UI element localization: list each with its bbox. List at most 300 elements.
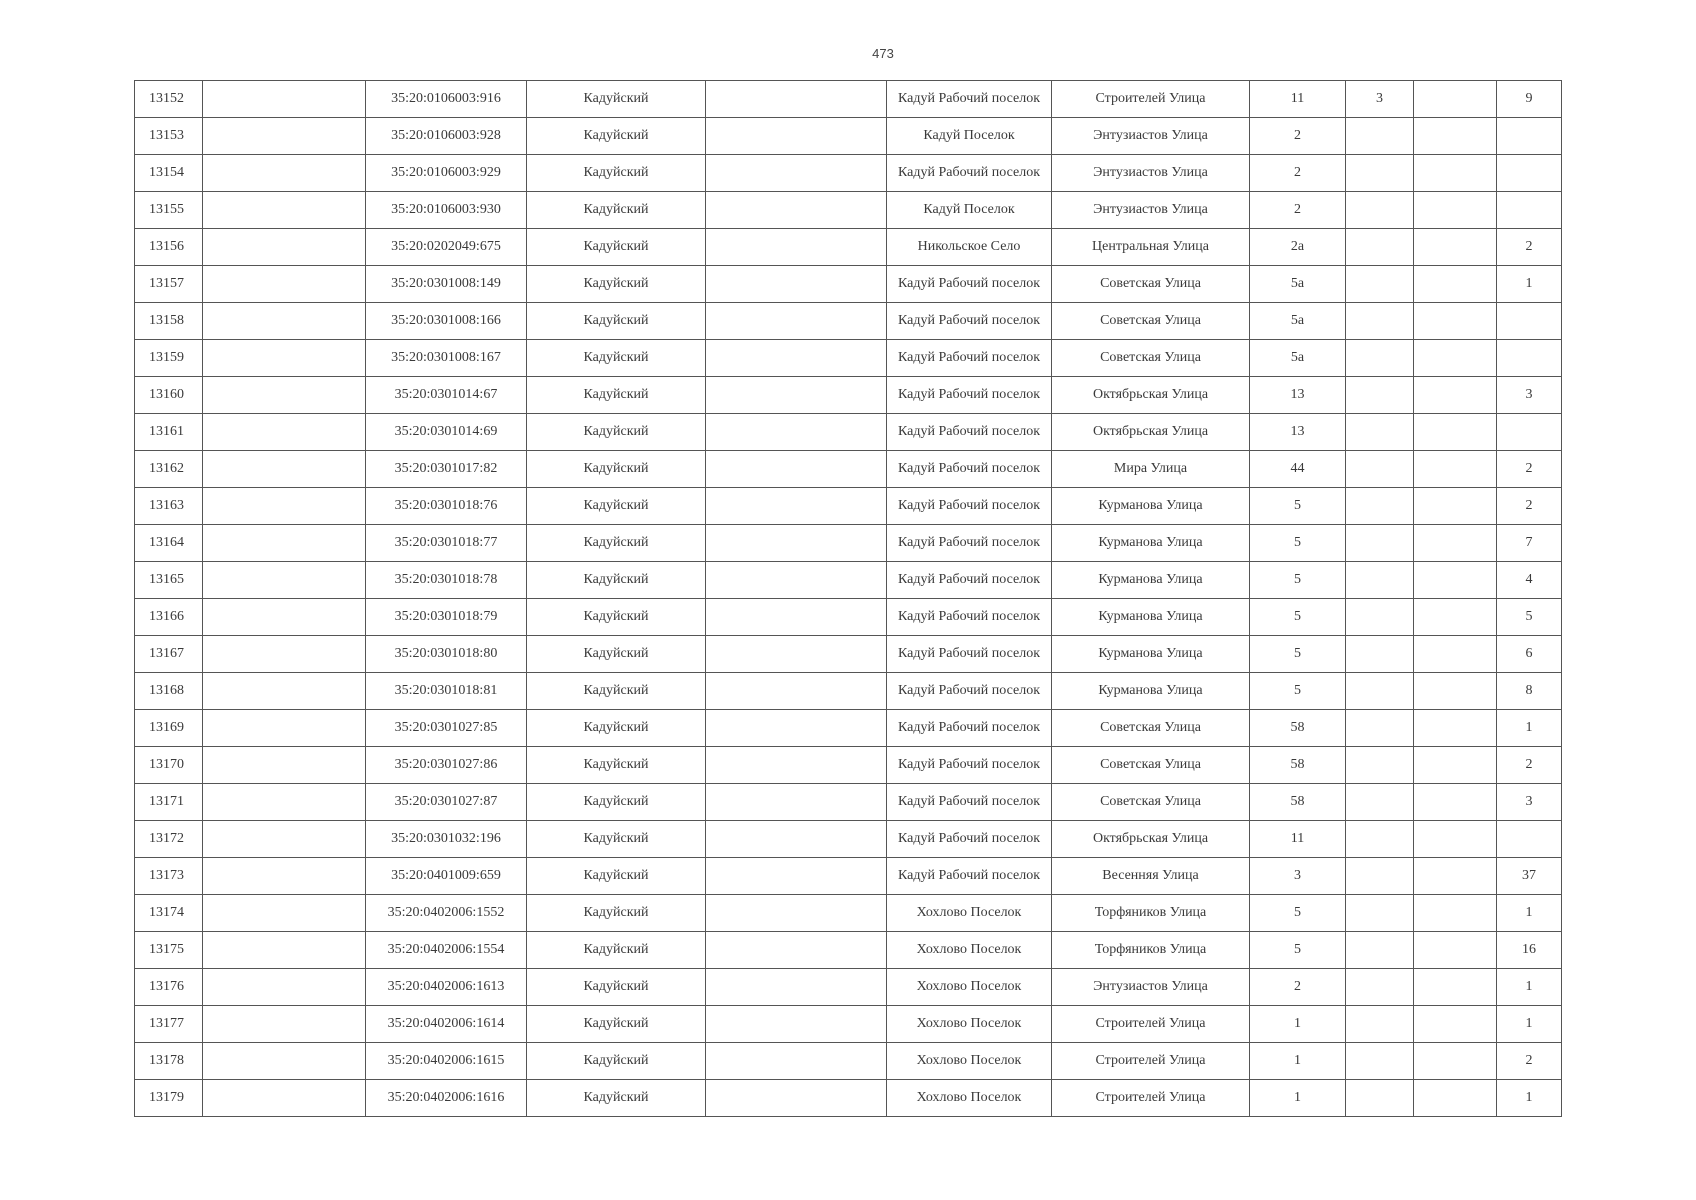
table-body: [135, 81, 1562, 1117]
house-number-cell: 5: [1250, 599, 1346, 636]
locality-cell: Кадуй Рабочий поселок: [887, 525, 1052, 562]
locality-cell: Кадуй Рабочий поселок: [887, 673, 1052, 710]
cadastral-number-cell: 35:20:0402006:1552: [366, 895, 527, 932]
cadastral-number-cell: 35:20:0401009:659: [366, 858, 527, 895]
cadastral-number-cell: 35:20:0106003:929: [366, 155, 527, 192]
blank-cell: [203, 81, 366, 118]
district-cell: Кадуйский: [527, 821, 706, 858]
blank-cell: [203, 932, 366, 969]
locality-cell: Кадуй Поселок: [887, 192, 1052, 229]
table-row: [135, 1080, 1562, 1117]
blank-cell: [1414, 414, 1497, 451]
blank-cell: [203, 599, 366, 636]
house-number-cell: 5: [1250, 673, 1346, 710]
cadastral-number-cell: 35:20:0301014:69: [366, 414, 527, 451]
blank-cell: [1414, 451, 1497, 488]
building-cell: [1346, 1080, 1414, 1117]
row-number-cell: 13155: [135, 192, 203, 229]
apartment-cell: 6: [1497, 636, 1562, 673]
apartment-cell: 9: [1497, 81, 1562, 118]
blank-cell: [706, 377, 887, 414]
locality-cell: Кадуй Рабочий поселок: [887, 821, 1052, 858]
district-cell: Кадуйский: [527, 1043, 706, 1080]
locality-cell: Кадуй Рабочий поселок: [887, 636, 1052, 673]
blank-cell: [706, 821, 887, 858]
building-cell: [1346, 673, 1414, 710]
apartment-cell: 2: [1497, 229, 1562, 266]
street-cell: Курманова Улица: [1052, 599, 1250, 636]
blank-cell: [706, 1006, 887, 1043]
building-cell: [1346, 562, 1414, 599]
table-row: [135, 525, 1562, 562]
building-cell: [1346, 747, 1414, 784]
house-number-cell: 3: [1250, 858, 1346, 895]
blank-cell: [1414, 1006, 1497, 1043]
locality-cell: Кадуй Рабочий поселок: [887, 599, 1052, 636]
house-number-cell: 44: [1250, 451, 1346, 488]
blank-cell: [1414, 562, 1497, 599]
apartment-cell: 16: [1497, 932, 1562, 969]
row-number-cell: 13169: [135, 710, 203, 747]
table-row: [135, 414, 1562, 451]
house-number-cell: 5а: [1250, 340, 1346, 377]
table-row: [135, 81, 1562, 118]
locality-cell: Хохлово Поселок: [887, 969, 1052, 1006]
building-cell: [1346, 710, 1414, 747]
street-cell: Энтузиастов Улица: [1052, 118, 1250, 155]
building-cell: [1346, 895, 1414, 932]
blank-cell: [1414, 969, 1497, 1006]
apartment-cell: 5: [1497, 599, 1562, 636]
house-number-cell: 2: [1250, 192, 1346, 229]
district-cell: Кадуйский: [527, 155, 706, 192]
building-cell: [1346, 451, 1414, 488]
street-cell: Советская Улица: [1052, 303, 1250, 340]
locality-cell: Хохлово Поселок: [887, 1043, 1052, 1080]
blank-cell: [203, 858, 366, 895]
street-cell: Торфяников Улица: [1052, 932, 1250, 969]
street-cell: Энтузиастов Улица: [1052, 192, 1250, 229]
row-number-cell: 13165: [135, 562, 203, 599]
district-cell: Кадуйский: [527, 636, 706, 673]
blank-cell: [706, 747, 887, 784]
blank-cell: [706, 1080, 887, 1117]
building-cell: [1346, 414, 1414, 451]
house-number-cell: 1: [1250, 1043, 1346, 1080]
street-cell: Советская Улица: [1052, 784, 1250, 821]
blank-cell: [706, 81, 887, 118]
house-number-cell: 11: [1250, 81, 1346, 118]
blank-cell: [203, 266, 366, 303]
row-number-cell: 13162: [135, 451, 203, 488]
cadastral-number-cell: 35:20:0106003:930: [366, 192, 527, 229]
locality-cell: Никольское Село: [887, 229, 1052, 266]
building-cell: [1346, 636, 1414, 673]
blank-cell: [1414, 303, 1497, 340]
building-cell: [1346, 932, 1414, 969]
table-row: [135, 118, 1562, 155]
house-number-cell: 5а: [1250, 266, 1346, 303]
blank-cell: [706, 414, 887, 451]
cadastral-number-cell: 35:20:0402006:1615: [366, 1043, 527, 1080]
blank-cell: [1414, 377, 1497, 414]
cadastral-number-cell: 35:20:0106003:928: [366, 118, 527, 155]
district-cell: Кадуйский: [527, 747, 706, 784]
cadastral-number-cell: 35:20:0301018:80: [366, 636, 527, 673]
locality-cell: Кадуй Рабочий поселок: [887, 377, 1052, 414]
blank-cell: [1414, 932, 1497, 969]
table-row: [135, 303, 1562, 340]
blank-cell: [1414, 488, 1497, 525]
cadastral-number-cell: 35:20:0301017:82: [366, 451, 527, 488]
apartment-cell: 2: [1497, 451, 1562, 488]
locality-cell: Кадуй Рабочий поселок: [887, 784, 1052, 821]
blank-cell: [203, 155, 366, 192]
blank-cell: [203, 895, 366, 932]
row-number-cell: 13170: [135, 747, 203, 784]
district-cell: Кадуйский: [527, 192, 706, 229]
blank-cell: [203, 747, 366, 784]
district-cell: Кадуйский: [527, 414, 706, 451]
street-cell: Торфяников Улица: [1052, 895, 1250, 932]
apartment-cell: [1497, 303, 1562, 340]
apartment-cell: 1: [1497, 895, 1562, 932]
apartment-cell: 1: [1497, 1006, 1562, 1043]
table-row: [135, 451, 1562, 488]
blank-cell: [1414, 858, 1497, 895]
row-number-cell: 13173: [135, 858, 203, 895]
apartment-cell: [1497, 821, 1562, 858]
row-number-cell: 13167: [135, 636, 203, 673]
row-number-cell: 13152: [135, 81, 203, 118]
house-number-cell: 2: [1250, 118, 1346, 155]
table-row: [135, 969, 1562, 1006]
building-cell: 3: [1346, 81, 1414, 118]
street-cell: Строителей Улица: [1052, 81, 1250, 118]
blank-cell: [706, 451, 887, 488]
district-cell: Кадуйский: [527, 266, 706, 303]
table-row: [135, 1006, 1562, 1043]
table-row: [135, 599, 1562, 636]
locality-cell: Кадуй Рабочий поселок: [887, 451, 1052, 488]
blank-cell: [706, 858, 887, 895]
row-number-cell: 13154: [135, 155, 203, 192]
apartment-cell: 1: [1497, 969, 1562, 1006]
cadastral-number-cell: 35:20:0301018:78: [366, 562, 527, 599]
cadastral-number-cell: 35:20:0106003:916: [366, 81, 527, 118]
row-number-cell: 13175: [135, 932, 203, 969]
blank-cell: [706, 969, 887, 1006]
blank-cell: [1414, 340, 1497, 377]
blank-cell: [203, 118, 366, 155]
table-row: [135, 1043, 1562, 1080]
cadastral-number-cell: 35:20:0402006:1616: [366, 1080, 527, 1117]
house-number-cell: 5: [1250, 488, 1346, 525]
apartment-cell: 3: [1497, 377, 1562, 414]
building-cell: [1346, 340, 1414, 377]
row-number-cell: 13158: [135, 303, 203, 340]
blank-cell: [203, 377, 366, 414]
blank-cell: [706, 266, 887, 303]
street-cell: Советская Улица: [1052, 340, 1250, 377]
locality-cell: Кадуй Рабочий поселок: [887, 340, 1052, 377]
blank-cell: [1414, 525, 1497, 562]
table-row: [135, 673, 1562, 710]
locality-cell: Кадуй Рабочий поселок: [887, 155, 1052, 192]
house-number-cell: 5: [1250, 636, 1346, 673]
locality-cell: Кадуй Рабочий поселок: [887, 488, 1052, 525]
row-number-cell: 13163: [135, 488, 203, 525]
building-cell: [1346, 599, 1414, 636]
blank-cell: [1414, 821, 1497, 858]
table-row: [135, 895, 1562, 932]
row-number-cell: 13157: [135, 266, 203, 303]
property-registry-table: [134, 80, 1562, 1117]
cadastral-number-cell: 35:20:0301032:196: [366, 821, 527, 858]
blank-cell: [706, 525, 887, 562]
blank-cell: [203, 229, 366, 266]
house-number-cell: 5а: [1250, 303, 1346, 340]
building-cell: [1346, 229, 1414, 266]
building-cell: [1346, 266, 1414, 303]
blank-cell: [203, 192, 366, 229]
street-cell: Курманова Улица: [1052, 562, 1250, 599]
cadastral-number-cell: 35:20:0301027:86: [366, 747, 527, 784]
cadastral-number-cell: 35:20:0301014:67: [366, 377, 527, 414]
apartment-cell: 8: [1497, 673, 1562, 710]
row-number-cell: 13166: [135, 599, 203, 636]
blank-cell: [706, 784, 887, 821]
district-cell: Кадуйский: [527, 118, 706, 155]
locality-cell: Кадуй Рабочий поселок: [887, 710, 1052, 747]
apartment-cell: 1: [1497, 266, 1562, 303]
street-cell: Энтузиастов Улица: [1052, 155, 1250, 192]
blank-cell: [706, 155, 887, 192]
apartment-cell: 1: [1497, 1080, 1562, 1117]
building-cell: [1346, 858, 1414, 895]
table-row: [135, 192, 1562, 229]
blank-cell: [706, 710, 887, 747]
street-cell: Строителей Улица: [1052, 1080, 1250, 1117]
house-number-cell: 1: [1250, 1080, 1346, 1117]
blank-cell: [203, 1006, 366, 1043]
table-row: [135, 932, 1562, 969]
locality-cell: Хохлово Поселок: [887, 1080, 1052, 1117]
table-row: [135, 636, 1562, 673]
house-number-cell: 5: [1250, 932, 1346, 969]
blank-cell: [1414, 1043, 1497, 1080]
blank-cell: [706, 673, 887, 710]
locality-cell: Кадуй Рабочий поселок: [887, 303, 1052, 340]
apartment-cell: [1497, 414, 1562, 451]
cadastral-number-cell: 35:20:0301027:85: [366, 710, 527, 747]
table-row: [135, 377, 1562, 414]
blank-cell: [706, 192, 887, 229]
cadastral-number-cell: 35:20:0202049:675: [366, 229, 527, 266]
cadastral-number-cell: 35:20:0402006:1554: [366, 932, 527, 969]
blank-cell: [203, 340, 366, 377]
building-cell: [1346, 784, 1414, 821]
blank-cell: [706, 895, 887, 932]
building-cell: [1346, 192, 1414, 229]
house-number-cell: 58: [1250, 710, 1346, 747]
table-row: [135, 340, 1562, 377]
building-cell: [1346, 118, 1414, 155]
building-cell: [1346, 303, 1414, 340]
blank-cell: [706, 340, 887, 377]
cadastral-number-cell: 35:20:0301018:79: [366, 599, 527, 636]
district-cell: Кадуйский: [527, 1080, 706, 1117]
house-number-cell: 58: [1250, 747, 1346, 784]
district-cell: Кадуйский: [527, 81, 706, 118]
blank-cell: [203, 636, 366, 673]
locality-cell: Кадуй Рабочий поселок: [887, 81, 1052, 118]
district-cell: Кадуйский: [527, 340, 706, 377]
district-cell: Кадуйский: [527, 377, 706, 414]
table-row: [135, 562, 1562, 599]
blank-cell: [203, 784, 366, 821]
apartment-cell: 37: [1497, 858, 1562, 895]
building-cell: [1346, 969, 1414, 1006]
apartment-cell: 1: [1497, 710, 1562, 747]
blank-cell: [1414, 266, 1497, 303]
row-number-cell: 13164: [135, 525, 203, 562]
building-cell: [1346, 525, 1414, 562]
row-number-cell: 13172: [135, 821, 203, 858]
locality-cell: Хохлово Поселок: [887, 1006, 1052, 1043]
table-row: [135, 229, 1562, 266]
building-cell: [1346, 155, 1414, 192]
street-cell: Мира Улица: [1052, 451, 1250, 488]
blank-cell: [706, 1043, 887, 1080]
street-cell: Советская Улица: [1052, 710, 1250, 747]
house-number-cell: 2а: [1250, 229, 1346, 266]
apartment-cell: 7: [1497, 525, 1562, 562]
blank-cell: [1414, 673, 1497, 710]
blank-cell: [203, 710, 366, 747]
cadastral-number-cell: 35:20:0301018:76: [366, 488, 527, 525]
building-cell: [1346, 821, 1414, 858]
locality-cell: Кадуй Рабочий поселок: [887, 266, 1052, 303]
row-number-cell: 13159: [135, 340, 203, 377]
blank-cell: [706, 599, 887, 636]
blank-cell: [203, 414, 366, 451]
district-cell: Кадуйский: [527, 932, 706, 969]
building-cell: [1346, 1043, 1414, 1080]
street-cell: Курманова Улица: [1052, 488, 1250, 525]
row-number-cell: 13171: [135, 784, 203, 821]
district-cell: Кадуйский: [527, 562, 706, 599]
street-cell: Строителей Улица: [1052, 1006, 1250, 1043]
blank-cell: [706, 932, 887, 969]
row-number-cell: 13178: [135, 1043, 203, 1080]
house-number-cell: 1: [1250, 1006, 1346, 1043]
street-cell: Советская Улица: [1052, 266, 1250, 303]
table-row: [135, 710, 1562, 747]
blank-cell: [706, 636, 887, 673]
table-row: [135, 747, 1562, 784]
street-cell: Энтузиастов Улица: [1052, 969, 1250, 1006]
blank-cell: [1414, 784, 1497, 821]
apartment-cell: [1497, 192, 1562, 229]
blank-cell: [203, 525, 366, 562]
building-cell: [1346, 488, 1414, 525]
blank-cell: [203, 451, 366, 488]
table-row: [135, 858, 1562, 895]
district-cell: Кадуйский: [527, 451, 706, 488]
cadastral-number-cell: 35:20:0301008:149: [366, 266, 527, 303]
street-cell: Строителей Улица: [1052, 1043, 1250, 1080]
apartment-cell: [1497, 118, 1562, 155]
table-row: [135, 155, 1562, 192]
cadastral-number-cell: 35:20:0402006:1614: [366, 1006, 527, 1043]
row-number-cell: 13161: [135, 414, 203, 451]
blank-cell: [1414, 599, 1497, 636]
street-cell: Октябрьская Улица: [1052, 414, 1250, 451]
district-cell: Кадуйский: [527, 895, 706, 932]
table-row: [135, 488, 1562, 525]
district-cell: Кадуйский: [527, 599, 706, 636]
street-cell: Курманова Улица: [1052, 673, 1250, 710]
locality-cell: Кадуй Рабочий поселок: [887, 562, 1052, 599]
cadastral-number-cell: 35:20:0301008:166: [366, 303, 527, 340]
street-cell: Курманова Улица: [1052, 636, 1250, 673]
blank-cell: [706, 488, 887, 525]
district-cell: Кадуйский: [527, 969, 706, 1006]
blank-cell: [1414, 118, 1497, 155]
house-number-cell: 2: [1250, 969, 1346, 1006]
district-cell: Кадуйский: [527, 488, 706, 525]
blank-cell: [706, 303, 887, 340]
blank-cell: [1414, 747, 1497, 784]
apartment-cell: 2: [1497, 488, 1562, 525]
blank-cell: [203, 1043, 366, 1080]
blank-cell: [1414, 192, 1497, 229]
blank-cell: [1414, 895, 1497, 932]
table-row: [135, 784, 1562, 821]
page-number: 473: [872, 46, 894, 61]
district-cell: Кадуйский: [527, 229, 706, 266]
cadastral-number-cell: 35:20:0301027:87: [366, 784, 527, 821]
locality-cell: Кадуй Рабочий поселок: [887, 747, 1052, 784]
locality-cell: Хохлово Поселок: [887, 932, 1052, 969]
apartment-cell: [1497, 155, 1562, 192]
blank-cell: [203, 1080, 366, 1117]
blank-cell: [1414, 81, 1497, 118]
house-number-cell: 58: [1250, 784, 1346, 821]
row-number-cell: 13179: [135, 1080, 203, 1117]
blank-cell: [706, 118, 887, 155]
locality-cell: Кадуй Рабочий поселок: [887, 858, 1052, 895]
row-number-cell: 13176: [135, 969, 203, 1006]
district-cell: Кадуйский: [527, 710, 706, 747]
table-row: [135, 821, 1562, 858]
blank-cell: [203, 488, 366, 525]
street-cell: Весенняя Улица: [1052, 858, 1250, 895]
blank-cell: [203, 303, 366, 340]
building-cell: [1346, 1006, 1414, 1043]
street-cell: Советская Улица: [1052, 747, 1250, 784]
table-row: [135, 266, 1562, 303]
locality-cell: Кадуй Поселок: [887, 118, 1052, 155]
blank-cell: [1414, 636, 1497, 673]
district-cell: Кадуйский: [527, 673, 706, 710]
row-number-cell: 13156: [135, 229, 203, 266]
house-number-cell: 13: [1250, 414, 1346, 451]
row-number-cell: 13174: [135, 895, 203, 932]
apartment-cell: 4: [1497, 562, 1562, 599]
apartment-cell: 2: [1497, 1043, 1562, 1080]
